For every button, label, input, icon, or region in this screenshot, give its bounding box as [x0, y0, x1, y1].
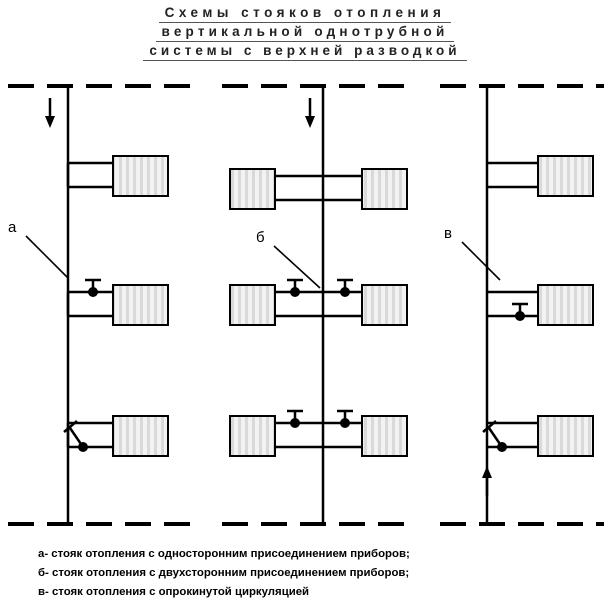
- flow-arrow-head-v: [482, 466, 492, 478]
- scheme-v: [440, 86, 604, 524]
- flow-arrow-head-a: [45, 116, 55, 128]
- valve-body-v2: [515, 311, 525, 321]
- radiator-v3: [538, 416, 593, 456]
- valve-body-v3: [497, 442, 507, 452]
- radiator-v1: [538, 156, 593, 196]
- legend: [38, 545, 598, 602]
- valve-body-b2-right: [340, 287, 350, 297]
- radiator-b2-right: [362, 285, 407, 325]
- radiator-b1-left: [230, 169, 275, 209]
- valve-body-b2-left: [290, 287, 300, 297]
- title-line-3: системы с верхней разводкой: [143, 42, 466, 61]
- radiator-v2: [538, 285, 593, 325]
- valve-body-a2: [88, 287, 98, 297]
- page-title: [0, 4, 610, 61]
- valve-body-b3-right: [340, 418, 350, 428]
- scheme-b: [222, 86, 410, 524]
- radiator-a3: [113, 416, 168, 456]
- scheme-a: [8, 86, 190, 524]
- label-b: б: [256, 229, 265, 246]
- legend-item-v: в- стояк отопления с опрокинутой циркуляцией: [38, 586, 310, 598]
- title-line-1: Схемы стояков отопления: [159, 4, 452, 23]
- flow-arrow-head-b: [305, 116, 315, 128]
- leader-line-b: [274, 246, 320, 288]
- valve-body-b3-left: [290, 418, 300, 428]
- radiator-b1-right: [362, 169, 407, 209]
- radiator-b2-left: [230, 285, 275, 325]
- radiator-a1: [113, 156, 168, 196]
- label-v: в: [444, 225, 452, 242]
- legend-item-a: а- стояк отопления с односторонним присоединением приборов;: [38, 548, 410, 560]
- label-a: а: [8, 219, 17, 236]
- leader-line-a: [26, 236, 68, 278]
- heating-riser-diagram: [0, 76, 610, 536]
- radiator-b3-left: [230, 416, 275, 456]
- radiator-b3-right: [362, 416, 407, 456]
- title-line-2: вертикальной однотрубной: [156, 23, 455, 42]
- legend-item-b: б- стояк отопления с двухсторонним присоединением приборов;: [38, 567, 410, 579]
- radiator-a2: [113, 285, 168, 325]
- valve-body-a3: [78, 442, 88, 452]
- leader-line-v: [462, 242, 500, 280]
